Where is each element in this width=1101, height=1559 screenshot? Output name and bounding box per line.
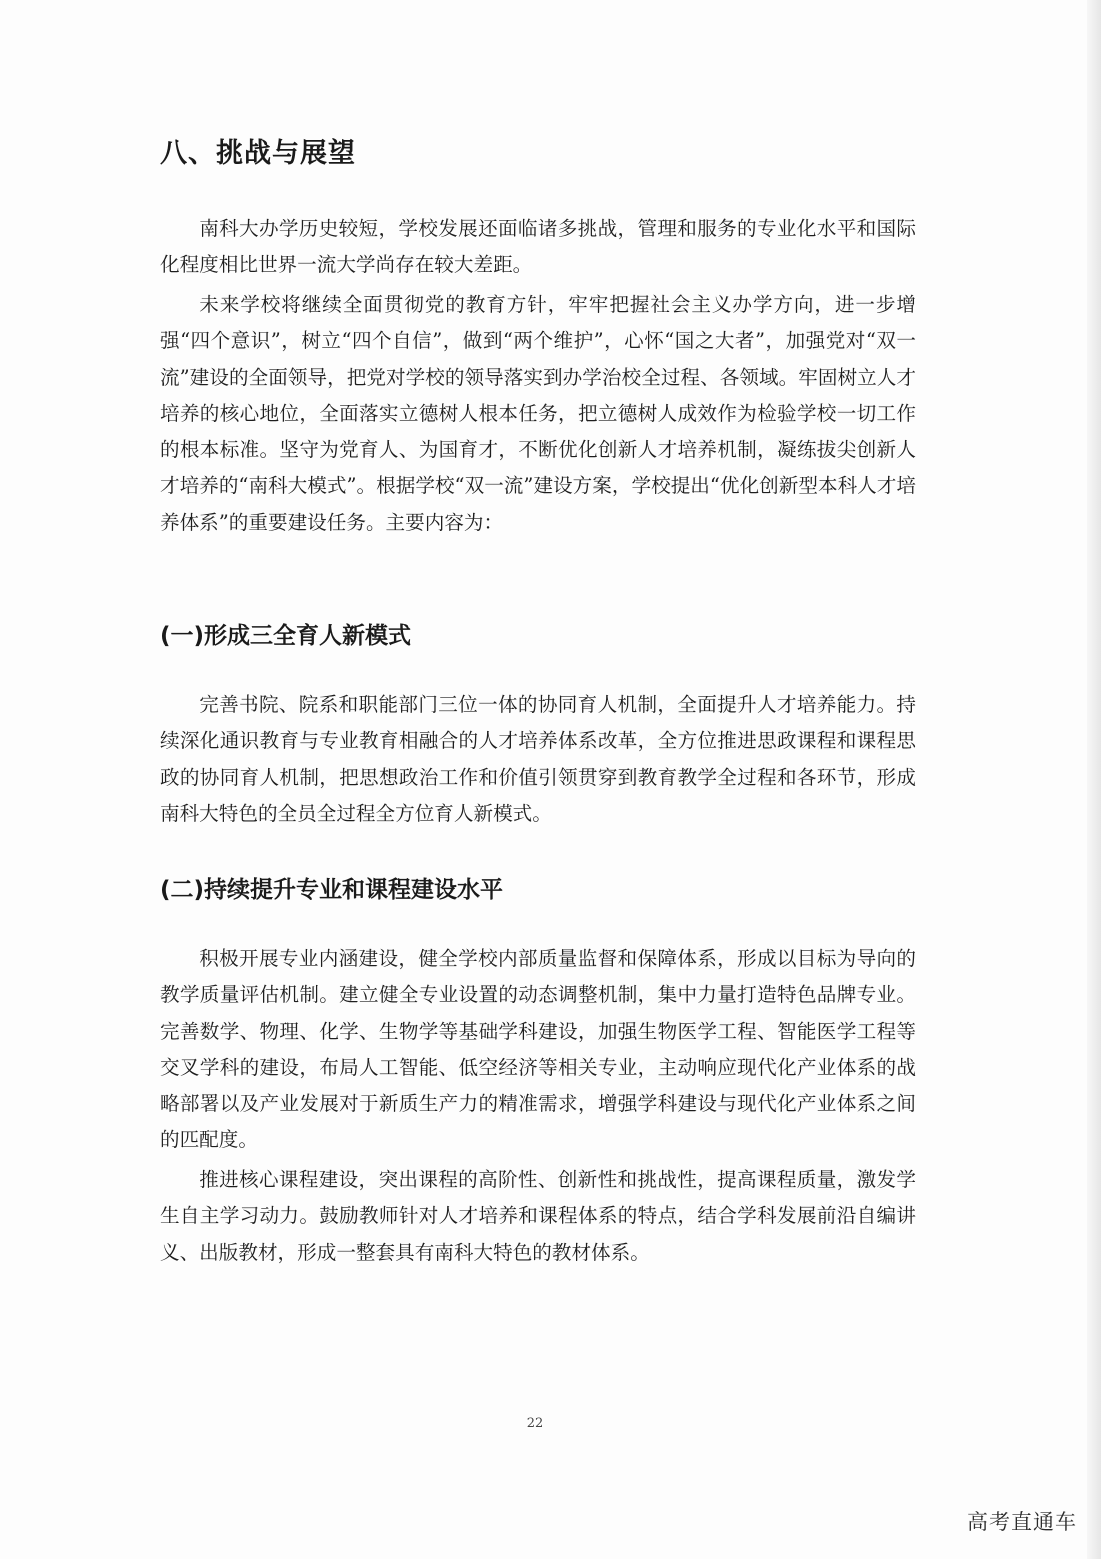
subsection-1-paragraph: 完善书院、院系和职能部门三位一体的协同育人机制，全面提升人才培养能力。持续深化通识教育与专业教育相融合的人才培养体系改革，全方位推进思政课程和课程思政的协同育人机制，把思想政治工作和价值引领贯穿到教育教学全过程和各环节，形成南科大特色的全员全过程全方位育人新模式。 [160, 693, 916, 825]
section-title: 八、挑战与展望 [160, 138, 356, 169]
subsection-2-paragraph-1: 积极开展专业内涵建设，健全学校内部质量监督和保障体系，形成以目标为导向的教学质量评估机制。建立健全专业设置的动态调整机制，集中力量打造特色品牌专业。完善数学、物理、化学、生物学等基础学科建设，加强生物医学工程、智能医学工程等交叉学科的建设，布局人工智能、低空经济等相关专业，主动响应现代化产业体系的战略部署以及产业发展对于新质生产力的精准需求，增强学科建设与现代化产业体系之间的匹配度。 [160, 947, 916, 1152]
subsection-1-title: (一)形成三全育人新模式 [160, 623, 412, 649]
intro-paragraph-2: 未来学校将继续全面贯彻党的教育方针，牢牢把握社会主义办学方向，进一步增强“四个意识”，树立“四个自信”，做到“两个维护”，心怀“国之大者”，加强党对“双一流”建设的全面领导，把党对学校的领导落实到办学治校全过程、各领域。牢固树立人才培养的核心地位，全面落实立德树人根本任务，把立德树人成效作为检验学校一切工作的根本标准。坚守为党育人、为国育才，不断优化创新人才培养机制，凝练拔尖创新人才培养的“南科大模式”。根据学校“双一流”建设方案，学校提出“优化创新型本科人才培养体系”的重要建设任务。主要内容为： [160, 293, 916, 534]
page-edge-shadow [1087, 0, 1101, 1559]
watermark-label: 高考直通车 [967, 1510, 1077, 1534]
subsection-2-title: (二)持续提升专业和课程建设水平 [160, 877, 504, 903]
page-number: 22 [526, 1416, 544, 1431]
subsection-2-paragraph-2: 推进核心课程建设，突出课程的高阶性、创新性和挑战性，提高课程质量，激发学生自主学习动力。鼓励教师针对人才培养和课程体系的特点，结合学科发展前沿自编讲义、出版教材，形成一整套具有南科大特色的教材体系。 [160, 1168, 916, 1264]
intro-paragraph-1: 南科大办学历史较短，学校发展还面临诸多挑战，管理和服务的专业化水平和国际化程度相比世界一流大学尚存在较大差距。 [160, 217, 916, 277]
